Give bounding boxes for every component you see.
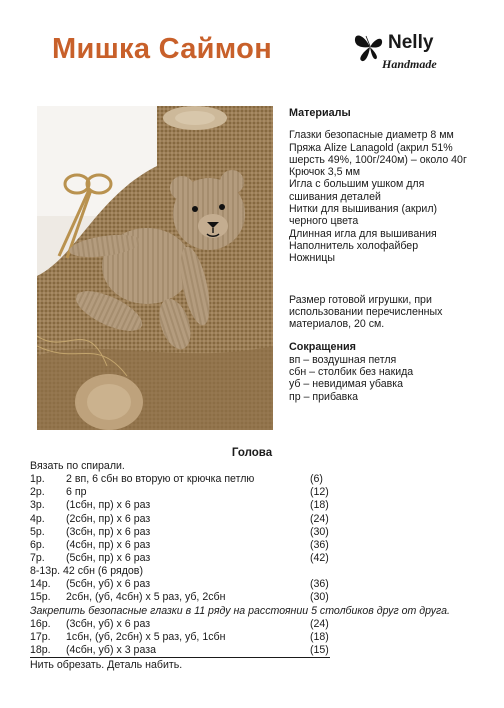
- row-number: 3р.: [30, 499, 45, 512]
- pattern-row: [30, 552, 470, 565]
- abbreviation-line: уб – невидимая убавка: [289, 378, 404, 391]
- row-number: 1р.: [30, 473, 45, 486]
- row-text: 1сбн, (уб, 2сбн) х 5 раз, уб, 1сбн: [66, 630, 226, 643]
- row-number: 15р.: [30, 591, 51, 604]
- row-count: (24): [310, 617, 329, 630]
- row-number: 4р.: [30, 512, 45, 525]
- row-count: (30): [310, 525, 329, 538]
- logo-name: Nelly: [388, 32, 434, 53]
- page-title: Мишка Саймон: [52, 33, 273, 65]
- materials-line: Глазки безопасные диаметр 8 мм: [289, 129, 454, 142]
- row-text: (3сбн, уб) х 6 раз: [66, 617, 151, 630]
- intro-line: [30, 460, 470, 473]
- row-count: (36): [310, 578, 329, 591]
- pattern-row: [30, 513, 470, 526]
- row-text: (1сбн, пр) х 6 раз: [66, 499, 151, 512]
- finish-line: Нить обрезать. Деталь набить.: [30, 658, 183, 671]
- row-count: (36): [310, 538, 329, 551]
- row-count: (12): [310, 486, 329, 499]
- pattern-row: [30, 499, 470, 512]
- row-number: 14р.: [30, 578, 51, 591]
- row-number: 2р.: [30, 486, 45, 499]
- row-number: 7р.: [30, 551, 45, 564]
- row-number: 6р.: [30, 538, 45, 551]
- pattern-row: [30, 618, 470, 631]
- eyes-note: Закрепить безопасные глазки в 11 ряду на расстоянии 5 столбиков друг от друга.: [30, 604, 450, 617]
- range-row-text: 8-13р. 42 сбн (6 рядов): [30, 565, 143, 578]
- row-count: (15): [310, 643, 329, 656]
- row-count: (18): [310, 630, 329, 643]
- materials-line: шерсть 49%, 100г/240м) – около 40г: [289, 153, 467, 166]
- row-text: (4сбн, пр) х 6 раз: [66, 538, 151, 551]
- row-number: 17р.: [30, 630, 51, 643]
- pattern-row: [30, 473, 470, 486]
- materials-line: Длинная игла для вышивания: [289, 227, 437, 240]
- abbreviations-title: Сокращения: [289, 341, 356, 354]
- row-text: (5сбн, уб) х 6 раз: [66, 578, 151, 591]
- materials-line: Нитки для вышивания (акрил): [289, 203, 438, 216]
- pattern-row: [30, 526, 470, 539]
- row-count: (24): [310, 512, 329, 525]
- size-note-line: Размер готовой игрушки, при: [289, 293, 432, 306]
- materials-title: Материалы: [289, 107, 351, 119]
- materials-line: Наполнитель холофайбер: [289, 239, 419, 252]
- size-note-line: использовании перечисленных: [289, 305, 443, 318]
- logo-subtitle: Handmade: [382, 57, 437, 71]
- row-text: (4сбн, уб) х 3 раза: [66, 643, 156, 656]
- row-count: (30): [310, 591, 329, 604]
- pattern-row: [30, 578, 470, 591]
- pattern-row: [30, 591, 470, 604]
- materials-line: черного цвета: [289, 215, 359, 228]
- row-count: (6): [310, 473, 323, 486]
- row-text: 2сбн, (уб, 4сбн) х 5 раз, уб, 2сбн: [66, 591, 226, 604]
- section-title: Голова: [231, 447, 273, 459]
- materials-line: сшивания деталей: [289, 190, 381, 203]
- info-column: [289, 102, 489, 403]
- materials-list: [289, 129, 489, 264]
- size-note-line: материалов, 20 см.: [289, 318, 385, 331]
- row-text: 2 вп, 6 сбн во вторую от крючка петлю: [66, 473, 255, 486]
- brand-logo: [352, 28, 472, 78]
- pattern-row: [30, 631, 470, 644]
- row-text: 6 пр: [66, 486, 87, 499]
- materials-line: Ножницы: [289, 252, 335, 265]
- row-text: (5сбн, пр) х 6 раз: [66, 551, 151, 564]
- abbreviations-list: [289, 354, 489, 403]
- intro-text: Вязать по спирали.: [30, 460, 125, 472]
- size-note: [289, 294, 489, 331]
- row-number: 16р.: [30, 617, 51, 630]
- range-row: [30, 565, 470, 578]
- row-count: (18): [310, 499, 329, 512]
- abbreviation-line: сбн – столбик без накида: [289, 366, 414, 379]
- materials-line: Крючок 3,5 мм: [289, 166, 361, 179]
- pattern-row: [30, 644, 330, 658]
- row-number: 5р.: [30, 525, 45, 538]
- materials-line: Игла с большим ушком для: [289, 178, 425, 191]
- pattern-instructions: [30, 460, 470, 672]
- row-text: (3сбн, пр) х 6 раз: [66, 525, 151, 538]
- row-text: (2сбн, пр) х 6 раз: [66, 512, 151, 525]
- pattern-row: [30, 539, 470, 552]
- abbreviation-line: пр – прибавка: [289, 390, 359, 403]
- abbreviation-line: вп – воздушная петля: [289, 353, 397, 366]
- teddy-bear-photo: [37, 106, 273, 430]
- row-count: (42): [310, 551, 329, 564]
- row-number: 18р.: [30, 643, 51, 656]
- pattern-row: [30, 486, 470, 499]
- materials-line: Пряжа Alize Lanagold (акрил 51%: [289, 141, 453, 154]
